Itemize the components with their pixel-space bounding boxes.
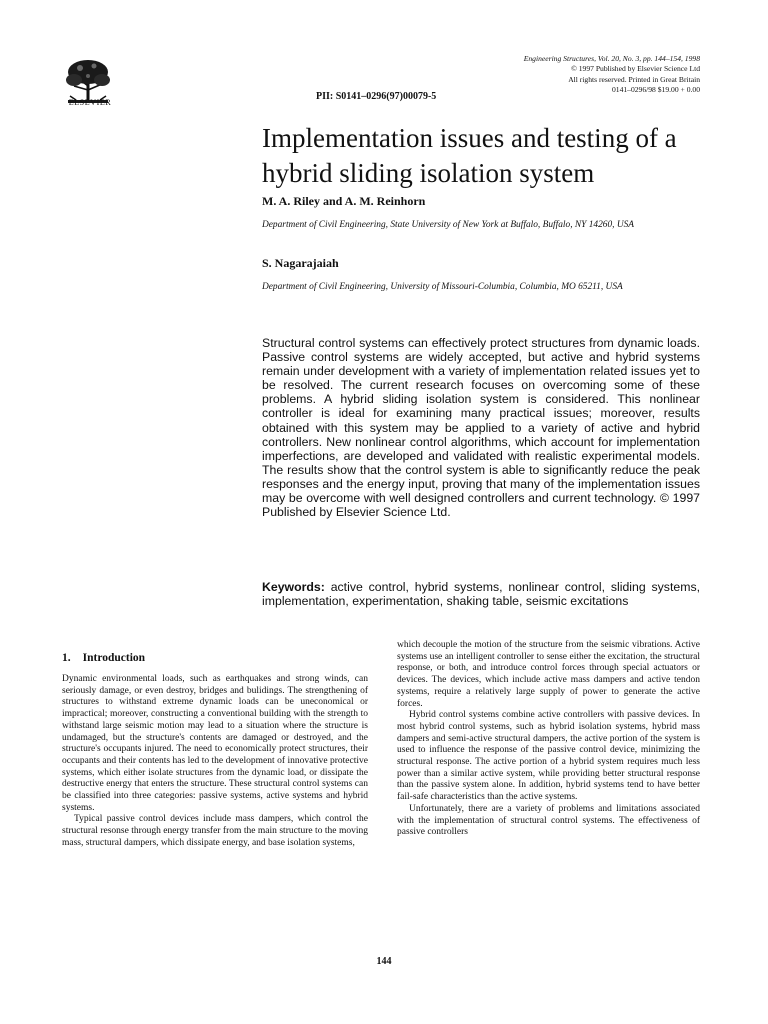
body-paragraph: which decouple the motion of the structure from the seismic vibrations. Active systems use an intelligent controller to sense either the excitation, the structural response, or both, and introduce control forces through special actuators or devices. The devices, which include active mass dampers and active tendon systems, require a relatively large supply of power to generate the active forces.: [397, 640, 700, 709]
body-paragraph: Dynamic environmental loads, such as earthquakes and strong winds, can seriously damage, or even destroy, bridges and bulidings. The strengthening of structures to withstand extreme dynamic loads can be uneconomical or impractical; moreover, constructing a conventional building with the strength to withstand large seismic motion may lead to a situation where the structure is undamaged, but the structure's contents are damaged or destroyed, and the structure's occupants injured. The need to economically protect structures, their occupants and their contents has led to the development of innovative protective systems, which either isolate structures from the dynamic load, or dissipate the destructive energy that enters the structure. These structural control systems can be classified into three categories: passive systems, active systems and hybrid systems.: [62, 674, 368, 813]
body-paragraph: Hybrid control systems combine active controllers with passive devices. In most hybrid control systems, such as hybrid isolation systems, hybrid mass dampers and semi-active structural dampers, the active portion of the system is used to influence the response of the passive control device, minimizing the structural response. The active portion of a hybrid system requires much less power than a similar active system, while providing better structural response than the passive system alone. In addition, hybrid systems tend to have better fail-safe characteristics than the active systems.: [397, 710, 700, 803]
section-title: Introduction: [82, 652, 146, 664]
body-paragraph: Unfortunately, there are a variety of problems and limitations associated with the implementation of structural control systems. The effectiveness of passive controllers: [397, 803, 700, 838]
authors-secondary: S. Nagarajaiah: [262, 256, 339, 270]
keywords-list: active control, hybrid systems, nonlinear control, sliding systems, implementation, experimentation, shaking table, seismic excitations: [262, 580, 701, 609]
section-number: 1.: [62, 652, 71, 664]
body-column-left: [62, 674, 368, 850]
body-column-right: [397, 640, 700, 839]
publisher-name: ELSEVIER: [68, 98, 112, 107]
journal-citation: [524, 54, 700, 96]
body-paragraph: Typical passive control devices include mass dampers, which control the structural resonse through energy transfer from the main structure to the moving mass, structural dampers, which dissipate energy, and base isolation systems,: [62, 814, 368, 848]
abstract: Structural control systems can effectively protect structures from dynamic loads. Passive control systems are widely accepted, but active and hybrid systems remain under development with a variety of implementation related issues yet to be resolved. The current research focuses on overcoming some of these problems. A hybrid sliding isolation system is considered. This nonlinear controller is ideal for examining many practical issues; moreover, results obtained with this system may be applied to a variety of active and hybrid controllers. New nonlinear control algorithms, which account for implementation imperfections, are developed and validated with realistic experimental models. The results show that the control system is able to significantly reduce the peak responses and the energy input, proving that many of the implementation issues may be overcome with well designed controllers and current technology. © 1997 Published by Elsevier Science Ltd.: [262, 336, 700, 520]
journal-line: Engineering Structures, Vol. 20, No. 3, pp. 144–154, 1998: [523, 54, 700, 63]
authors-primary: M. A. Riley and A. M. Reinhorn: [262, 194, 426, 208]
affiliation-primary: Department of Civil Engineering, State University of New York at Buffalo, Buffalo, NY 14260, USA: [262, 220, 635, 230]
keywords: [262, 580, 700, 608]
keywords-label: Keywords:: [262, 580, 325, 594]
journal-line: All rights reserved. Printed in Great Britain: [568, 74, 700, 84]
pii-code: PII: S0141–0296(97)00079-5: [316, 91, 437, 102]
section-heading: [62, 652, 157, 664]
journal-line: 0141–0296/98 $19.00 + 0.00: [611, 85, 700, 95]
page-number: 144: [376, 956, 392, 967]
journal-line: © 1997 Published by Elsevier Science Ltd: [571, 64, 700, 74]
article-title: Implementation issues and testing of a hybrid sliding isolation system: [262, 123, 677, 188]
affiliation-secondary: Department of Civil Engineering, University of Missouri-Columbia, Columbia, MO 65211, USA: [262, 282, 623, 292]
